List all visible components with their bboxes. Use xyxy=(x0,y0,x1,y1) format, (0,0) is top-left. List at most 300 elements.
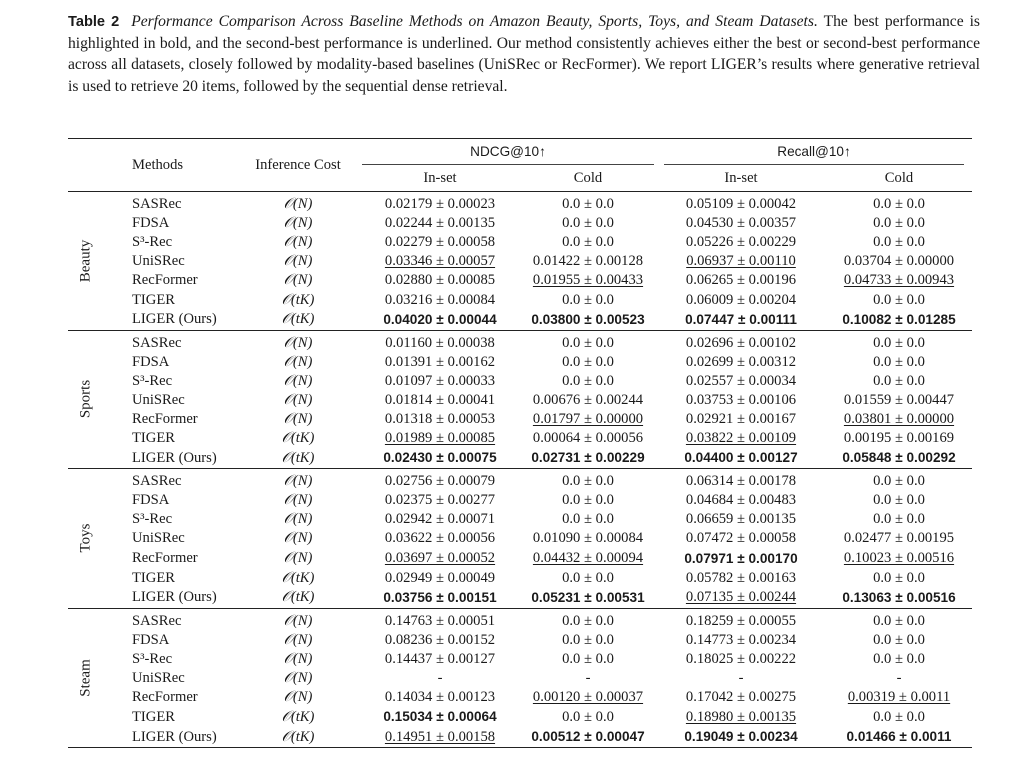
metric-value: 0.00676 ± 0.00244 xyxy=(532,391,644,408)
table-row xyxy=(68,192,972,215)
dataset-group-beauty xyxy=(68,192,972,331)
metric-value: 0.02949 ± 0.00049 xyxy=(384,569,496,586)
recall-cold-cell xyxy=(826,491,972,510)
recall-cold-cell xyxy=(826,410,972,429)
inference-cost: 𝒪(N) xyxy=(283,196,313,213)
recall-cold-cell xyxy=(826,631,972,650)
metric-value: 0.10082 ± 0.01285 xyxy=(842,311,956,327)
metric-value: 0.0 ± 0.0 xyxy=(562,353,614,370)
recall-cold-cell xyxy=(826,650,972,669)
metric-value: 0.0 ± 0.0 xyxy=(562,372,614,389)
metric-value: 0.03801 ± 0.00000 xyxy=(843,410,955,427)
metric-value: 0.01814 ± 0.00041 xyxy=(384,391,496,408)
recall-cold-cell xyxy=(826,214,972,233)
method-name: UniSRec xyxy=(132,391,185,408)
recall-in-set-cell xyxy=(656,192,826,215)
metric-value: 0.03753 ± 0.00106 xyxy=(685,391,797,408)
method-name: LIGER (Ours) xyxy=(132,449,217,466)
recall-in-set-cell xyxy=(656,310,826,331)
table-row xyxy=(68,631,972,650)
recall-cold-cell xyxy=(826,290,972,309)
metric-value: 0.14763 ± 0.00051 xyxy=(384,612,496,629)
table-row xyxy=(68,469,972,492)
metric-value: 0.00512 ± 0.00047 xyxy=(531,729,645,745)
ndcg-in-set-cell xyxy=(360,448,520,469)
inference-cost: 𝒪(N) xyxy=(283,410,313,427)
metric-value: 0.08236 ± 0.00152 xyxy=(384,631,496,648)
metric-value: 0.0 ± 0.0 xyxy=(562,234,614,251)
inference-cost: 𝒪(tK) xyxy=(281,449,315,466)
metric-value: 0.18259 ± 0.00055 xyxy=(685,612,797,629)
recall-in-set-cell xyxy=(656,650,826,669)
table-row xyxy=(68,529,972,548)
dataset-label: Beauty xyxy=(77,239,94,283)
recall-cold-cell xyxy=(826,252,972,271)
ndcg-in-set-cell xyxy=(360,631,520,650)
table-row xyxy=(68,310,972,331)
metric-value: 0.02244 ± 0.00135 xyxy=(384,215,496,232)
inference-cost: 𝒪(N) xyxy=(283,253,313,270)
ndcg-cold-cell xyxy=(520,192,656,215)
metric-value: 0.07447 ± 0.00111 xyxy=(685,311,797,327)
inference-cost: 𝒪(N) xyxy=(283,391,313,408)
metric-value: 0.04530 ± 0.00357 xyxy=(685,215,797,232)
metric-value: 0.02756 ± 0.00079 xyxy=(384,473,496,490)
results-table xyxy=(68,138,972,748)
inference-cost: 𝒪(N) xyxy=(283,650,313,667)
ndcg-in-set-header: In-set xyxy=(423,169,457,186)
recall-in-set-cell xyxy=(656,391,826,410)
table-row xyxy=(68,448,972,469)
metric-value: 0.14034 ± 0.00123 xyxy=(384,689,496,706)
table-row xyxy=(68,650,972,669)
recall-in-set-cell xyxy=(656,429,826,448)
dataset-group-sports xyxy=(68,330,972,469)
recall-cold-cell xyxy=(826,192,972,215)
metric-value: 0.04684 ± 0.00483 xyxy=(685,492,797,509)
metric-value: - xyxy=(585,669,591,686)
metric-value: 0.04733 ± 0.00943 xyxy=(843,272,955,289)
recall-in-set-header: In-set xyxy=(724,169,758,186)
recall-cold-cell xyxy=(826,233,972,252)
recall-in-set-cell xyxy=(656,330,826,353)
ndcg-in-set-cell xyxy=(360,510,520,529)
table-row xyxy=(68,391,972,410)
method-name: SASRec xyxy=(132,612,182,629)
table-row xyxy=(68,271,972,290)
inference-cost: 𝒪(N) xyxy=(283,215,313,232)
method-name: TIGER xyxy=(132,569,175,586)
method-name: RecFormer xyxy=(132,550,198,566)
metric-value: - xyxy=(437,669,443,686)
ndcg-in-set-cell xyxy=(360,252,520,271)
table-row xyxy=(68,214,972,233)
recall-in-set-cell xyxy=(656,608,826,631)
metric-value: 0.02375 ± 0.00277 xyxy=(384,492,496,509)
recall-cold-cell xyxy=(826,330,972,353)
recall-in-set-cell xyxy=(656,290,826,309)
ndcg-cold-cell xyxy=(520,608,656,631)
recall-cold-cell xyxy=(826,429,972,448)
metric-value: 0.03800 ± 0.00523 xyxy=(531,311,645,327)
method-name: SASRec xyxy=(132,473,182,490)
method-name: FDSA xyxy=(132,215,170,232)
metric-value: 0.0 ± 0.0 xyxy=(562,215,614,232)
metric-value: 0.06937 ± 0.00110 xyxy=(686,253,796,270)
metric-value: 0.0 ± 0.0 xyxy=(873,612,925,629)
dataset-label: Steam xyxy=(77,659,94,697)
metric-value: 0.06265 ± 0.00196 xyxy=(685,272,797,289)
table-row xyxy=(68,252,972,271)
metric-value: 0.05109 ± 0.00042 xyxy=(685,196,797,213)
metric-value: 0.0 ± 0.0 xyxy=(562,511,614,528)
metric-value: 0.0 ± 0.0 xyxy=(562,612,614,629)
ndcg-cold-cell xyxy=(520,214,656,233)
inference-cost: 𝒪(N) xyxy=(283,272,313,289)
inference-cost: 𝒪(N) xyxy=(283,669,313,686)
metric-value: 0.0 ± 0.0 xyxy=(562,473,614,490)
ndcg-in-set-cell xyxy=(360,290,520,309)
method-name: LIGER (Ours) xyxy=(132,311,217,328)
metric-value: 0.02921 ± 0.00167 xyxy=(685,410,797,427)
ndcg-in-set-cell xyxy=(360,214,520,233)
recall-in-set-cell xyxy=(656,233,826,252)
metric-value: 0.01797 ± 0.00000 xyxy=(532,410,644,427)
ndcg-cold-cell xyxy=(520,631,656,650)
recall-in-set-cell xyxy=(656,410,826,429)
inference-cost: 𝒪(N) xyxy=(283,372,313,389)
ndcg-cold-cell xyxy=(520,372,656,391)
recall-in-set-cell xyxy=(656,529,826,548)
ndcg-in-set-cell xyxy=(360,727,520,748)
metric-value: 0.00195 ± 0.00169 xyxy=(843,430,955,447)
inference-cost: 𝒪(N) xyxy=(283,612,313,629)
metric-value: 0.0 ± 0.0 xyxy=(562,631,614,648)
table-row xyxy=(68,410,972,429)
method-name: SASRec xyxy=(132,334,182,351)
method-name: FDSA xyxy=(132,492,170,509)
recall-cold-cell xyxy=(826,688,972,707)
inference-cost: 𝒪(tK) xyxy=(281,311,315,328)
table-row xyxy=(68,588,972,609)
recall-in-set-cell xyxy=(656,469,826,492)
inference-cost: 𝒪(tK) xyxy=(281,728,315,745)
metric-value: 0.07472 ± 0.00058 xyxy=(685,530,797,547)
ndcg-cold-cell xyxy=(520,252,656,271)
ndcg-cold-cell xyxy=(520,290,656,309)
recall-in-set-cell xyxy=(656,510,826,529)
table-row xyxy=(68,727,972,748)
metric-value: 0.00319 ± 0.0011 xyxy=(847,689,951,706)
inference-cost: 𝒪(N) xyxy=(283,353,313,370)
recall-cold-cell xyxy=(826,391,972,410)
metric-value: 0.01422 ± 0.00128 xyxy=(532,253,644,270)
ndcg-in-set-cell xyxy=(360,491,520,510)
dataset-label-cell xyxy=(68,192,104,331)
ndcg-in-set-cell xyxy=(360,271,520,290)
ndcg-cold-cell xyxy=(520,448,656,469)
table-row xyxy=(68,290,972,309)
inference-cost: 𝒪(N) xyxy=(283,492,313,509)
method-name: TIGER xyxy=(132,708,175,725)
metric-value: 0.01989 ± 0.00085 xyxy=(384,430,496,447)
table-row xyxy=(68,429,972,448)
ndcg-in-set-cell xyxy=(360,233,520,252)
dataset-group-steam xyxy=(68,608,972,747)
metric-value: 0.0 ± 0.0 xyxy=(873,473,925,490)
ndcg-in-set-cell xyxy=(360,410,520,429)
metric-value: 0.0 ± 0.0 xyxy=(562,334,614,351)
methods-header: Methods xyxy=(132,156,184,173)
metric-value: 0.02430 ± 0.00075 xyxy=(383,450,497,466)
metric-value: 0.0 ± 0.0 xyxy=(562,708,614,725)
method-name: S³-Rec xyxy=(132,650,173,667)
metric-value: 0.01097 ± 0.00033 xyxy=(384,372,496,389)
ndcg-in-set-cell xyxy=(360,372,520,391)
metric-value: 0.0 ± 0.0 xyxy=(873,234,925,251)
metric-value: - xyxy=(896,669,902,686)
method-name: UniSRec xyxy=(132,530,185,547)
recall-in-set-cell xyxy=(656,491,826,510)
recall-cold-cell xyxy=(826,608,972,631)
dataset-group-toys xyxy=(68,469,972,608)
inference-cost: 𝒪(N) xyxy=(283,550,313,566)
ndcg-cold-cell xyxy=(520,650,656,669)
metric-value: 0.18980 ± 0.00135 xyxy=(685,708,797,725)
ndcg-cold-cell xyxy=(520,310,656,331)
table-row xyxy=(68,353,972,372)
metric-value: 0.02179 ± 0.00023 xyxy=(384,196,496,213)
metric-value: - xyxy=(738,669,744,686)
ndcg-in-set-cell xyxy=(360,650,520,669)
recall-cold-cell xyxy=(826,727,972,748)
recall-in-set-cell xyxy=(656,353,826,372)
metric-value: 0.10023 ± 0.00516 xyxy=(843,550,955,566)
recall-in-set-cell xyxy=(656,448,826,469)
ndcg-cold-cell xyxy=(520,569,656,588)
ndcg-in-set-cell xyxy=(360,192,520,215)
metric-value: 0.0 ± 0.0 xyxy=(562,650,614,667)
ndcg-cold-cell xyxy=(520,549,656,569)
metric-value: 0.04020 ± 0.00044 xyxy=(383,311,497,327)
inference-cost: 𝒪(N) xyxy=(283,334,313,351)
table-row xyxy=(68,510,972,529)
metric-value: 0.05226 ± 0.00229 xyxy=(685,234,797,251)
table-row xyxy=(68,669,972,688)
inference-cost: 𝒪(N) xyxy=(283,234,313,251)
recall-in-set-cell xyxy=(656,252,826,271)
recall-cold-cell xyxy=(826,271,972,290)
ndcg-in-set-cell xyxy=(360,310,520,331)
table-row xyxy=(68,372,972,391)
recall-header-label: Recall@10↑ xyxy=(664,142,964,165)
ndcg-cold-cell xyxy=(520,669,656,688)
metric-value: 0.03622 ± 0.00056 xyxy=(384,530,496,547)
metric-value: 0.19049 ± 0.00234 xyxy=(684,729,798,745)
recall-cold-cell xyxy=(826,569,972,588)
method-name: RecFormer xyxy=(132,272,198,289)
ndcg-in-set-cell xyxy=(360,469,520,492)
metric-value: 0.0 ± 0.0 xyxy=(873,291,925,308)
recall-cold-cell xyxy=(826,510,972,529)
metric-value: 0.07971 ± 0.00170 xyxy=(684,550,798,566)
metric-value: 0.02477 ± 0.00195 xyxy=(843,530,955,547)
ndcg-in-set-cell xyxy=(360,569,520,588)
metric-value: 0.06314 ± 0.00178 xyxy=(685,473,797,490)
metric-value: 0.0 ± 0.0 xyxy=(873,569,925,586)
metric-value: 0.00064 ± 0.00056 xyxy=(532,430,644,447)
dataset-label-cell xyxy=(68,608,104,747)
inference-cost: 𝒪(N) xyxy=(283,631,313,648)
metric-value: 0.01466 ± 0.0011 xyxy=(846,729,952,745)
ndcg-in-set-cell xyxy=(360,391,520,410)
inference-cost-header: Inference Cost xyxy=(255,156,341,173)
recall-cold-cell xyxy=(826,469,972,492)
method-name: FDSA xyxy=(132,353,170,370)
ndcg-in-set-cell xyxy=(360,608,520,631)
metric-value: 0.14951 ± 0.00158 xyxy=(384,728,496,745)
metric-value: 0.05848 ± 0.00292 xyxy=(842,450,956,466)
caption-label: Table 2 xyxy=(68,14,120,30)
metric-value: 0.02942 ± 0.00071 xyxy=(384,511,496,528)
metric-value: 0.02731 ± 0.00229 xyxy=(531,450,645,466)
ndcg-cold-cell xyxy=(520,233,656,252)
metric-value: 0.02880 ± 0.00085 xyxy=(384,272,496,289)
metric-value: 0.01559 ± 0.00447 xyxy=(843,391,955,408)
inference-cost: 𝒪(tK) xyxy=(281,589,315,606)
method-name: RecFormer xyxy=(132,410,198,427)
recall-cold-cell xyxy=(826,669,972,688)
ndcg-cold-header: Cold xyxy=(573,169,603,186)
recall-in-set-cell xyxy=(656,707,826,727)
ndcg-header-label: NDCG@10↑ xyxy=(362,142,654,165)
metric-value: 0.0 ± 0.0 xyxy=(562,196,614,213)
dataset-label: Sports xyxy=(77,380,94,419)
ndcg-cold-cell xyxy=(520,410,656,429)
recall-cold-cell xyxy=(826,588,972,609)
metric-value: 0.0 ± 0.0 xyxy=(873,372,925,389)
table-caption xyxy=(68,11,980,97)
metric-value: 0.0 ± 0.0 xyxy=(873,708,925,725)
metric-value: 0.05782 ± 0.00163 xyxy=(685,569,797,586)
recall-in-set-cell xyxy=(656,549,826,569)
metric-value: 0.06009 ± 0.00204 xyxy=(685,291,797,308)
recall-in-set-cell xyxy=(656,271,826,290)
metric-value: 0.0 ± 0.0 xyxy=(873,196,925,213)
metric-value: 0.00120 ± 0.00037 xyxy=(532,689,644,706)
metric-value: 0.0 ± 0.0 xyxy=(873,631,925,648)
metric-value: 0.0 ± 0.0 xyxy=(873,215,925,232)
recall-cold-cell xyxy=(826,448,972,469)
ndcg-in-set-cell xyxy=(360,353,520,372)
table-row xyxy=(68,569,972,588)
recall-cold-cell xyxy=(826,310,972,331)
recall-cold-cell xyxy=(826,353,972,372)
metric-value: 0.03697 ± 0.00052 xyxy=(384,550,496,566)
inference-cost: 𝒪(N) xyxy=(283,473,313,490)
method-name: TIGER xyxy=(132,430,175,447)
dataset-label-cell xyxy=(68,469,104,608)
ndcg-cold-cell xyxy=(520,271,656,290)
method-name: LIGER (Ours) xyxy=(132,589,217,606)
metric-value: 0.02557 ± 0.00034 xyxy=(685,372,797,389)
inference-cost: 𝒪(tK) xyxy=(281,569,315,586)
caption-body: The best performance is highlighted in bold, and the second-best performance is underlined. Our method consistently achieves either the best or second-best performance across all datasets, closely followed by modality-based baselines (UniSRec or RecFormer). We report LIGER’s results where generative retrieval is used to retrieve 20 items, followed by the sequential dense retrieval. xyxy=(68,13,981,95)
inference-cost: 𝒪(N) xyxy=(283,689,313,706)
metric-value: 0.02699 ± 0.00312 xyxy=(685,353,797,370)
ndcg-cold-cell xyxy=(520,727,656,748)
metric-value: 0.03346 ± 0.00057 xyxy=(384,253,496,270)
ndcg-cold-cell xyxy=(520,707,656,727)
metric-value: 0.15034 ± 0.00064 xyxy=(383,709,497,725)
method-name: UniSRec xyxy=(132,669,185,686)
metric-value: 0.06659 ± 0.00135 xyxy=(685,511,797,528)
ndcg-cold-cell xyxy=(520,588,656,609)
method-name: S³-Rec xyxy=(132,511,173,528)
method-name: TIGER xyxy=(132,291,175,308)
recall-in-set-cell xyxy=(656,588,826,609)
recall-in-set-cell xyxy=(656,688,826,707)
metric-value: 0.13063 ± 0.00516 xyxy=(842,589,956,605)
metric-value: 0.04432 ± 0.00094 xyxy=(532,550,644,566)
table-row xyxy=(68,330,972,353)
metric-value: 0.14773 ± 0.00234 xyxy=(685,631,797,648)
metric-value: 0.0 ± 0.0 xyxy=(562,569,614,586)
metric-value: 0.02696 ± 0.00102 xyxy=(685,334,797,351)
ndcg-in-set-cell xyxy=(360,669,520,688)
metric-value: 0.01318 ± 0.00053 xyxy=(384,410,496,427)
inference-cost: 𝒪(tK) xyxy=(281,430,315,447)
metric-value: 0.14437 ± 0.00127 xyxy=(384,650,496,667)
ndcg-header xyxy=(360,139,656,166)
table-row xyxy=(68,608,972,631)
caption-title: Performance Comparison Across Baseline Methods on Amazon Beauty, Sports, Toys, and Steam Datasets. xyxy=(131,13,818,30)
metric-value: 0.01391 ± 0.00162 xyxy=(384,353,496,370)
method-name: SASRec xyxy=(132,196,182,213)
metric-value: 0.03704 ± 0.00000 xyxy=(843,253,955,270)
metric-value: 0.0 ± 0.0 xyxy=(873,511,925,528)
metric-value: 0.0 ± 0.0 xyxy=(873,492,925,509)
recall-cold-cell xyxy=(826,549,972,569)
method-name: LIGER (Ours) xyxy=(132,728,217,745)
metric-value: 0.0 ± 0.0 xyxy=(873,650,925,667)
ndcg-cold-cell xyxy=(520,529,656,548)
metric-value: 0.18025 ± 0.00222 xyxy=(685,650,797,667)
ndcg-cold-cell xyxy=(520,330,656,353)
ndcg-cold-cell xyxy=(520,510,656,529)
inference-cost: 𝒪(N) xyxy=(283,530,313,547)
metric-value: 0.17042 ± 0.00275 xyxy=(685,689,797,706)
metric-value: 0.05231 ± 0.00531 xyxy=(531,589,645,605)
recall-header xyxy=(656,139,972,166)
ndcg-cold-cell xyxy=(520,491,656,510)
metric-value: 0.01160 ± 0.00038 xyxy=(385,334,495,351)
table-row xyxy=(68,491,972,510)
table-row xyxy=(68,549,972,569)
table-row xyxy=(68,233,972,252)
ndcg-in-set-cell xyxy=(360,588,520,609)
recall-cold-cell xyxy=(826,707,972,727)
method-name: S³-Rec xyxy=(132,372,173,389)
dataset-label: Toys xyxy=(77,523,94,553)
metric-value: 0.0 ± 0.0 xyxy=(562,291,614,308)
metric-value: 0.07135 ± 0.00244 xyxy=(685,589,797,606)
ndcg-cold-cell xyxy=(520,469,656,492)
recall-in-set-cell xyxy=(656,214,826,233)
recall-cold-header: Cold xyxy=(884,169,914,186)
metric-value: 0.01090 ± 0.00084 xyxy=(532,530,644,547)
recall-cold-cell xyxy=(826,372,972,391)
